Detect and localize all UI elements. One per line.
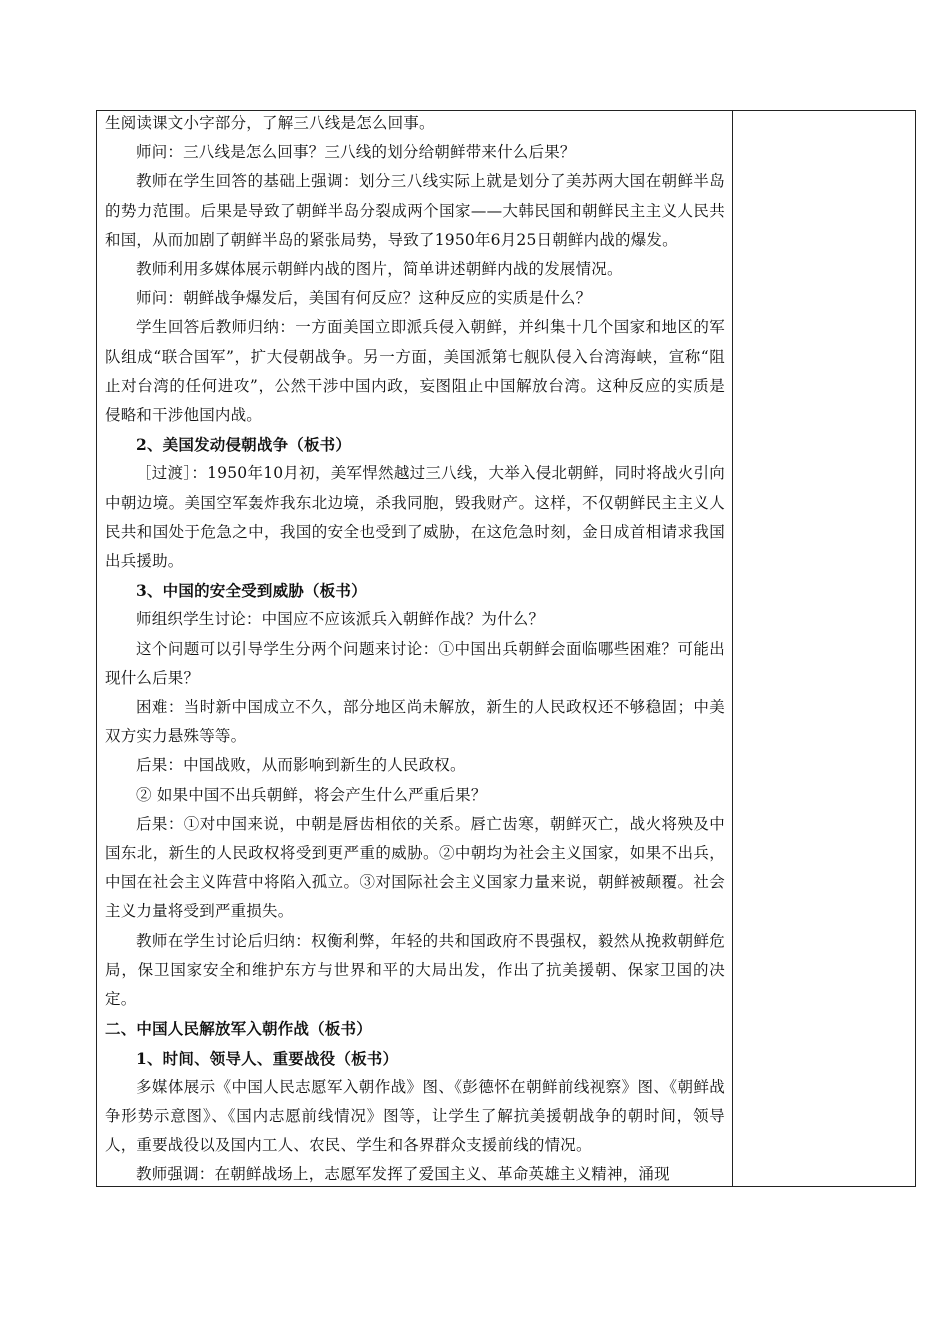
- chapter-heading-2: 二、中国人民解放军入朝作战（板书）: [105, 1019, 372, 1039]
- paragraph-12: ② 如果中国不出兵朝鲜，将会产生什么严重后果？: [136, 785, 487, 804]
- paragraph-16: 教师强调：在朝鲜战场上，志愿军发挥了爱国主义、革命英雄主义精神，涌现: [136, 1165, 670, 1184]
- notes-cell: [733, 111, 915, 1186]
- paragraph-5: 师问：朝鲜战争爆发后，美国有何反应？这种反应的实质是什么？: [136, 289, 592, 308]
- section-heading-3: 3、中国的安全受到威胁（板书）: [136, 581, 367, 601]
- paragraph-8: 师组织学生讨论：中国应不应该派兵入朝鲜作战？为什么？: [136, 610, 545, 629]
- paragraph-6: 学生回答后教师归纳：一方面美国立即派兵侵入朝鲜，并纠集十几个国家和地区的军队组成“联合国军”，扩大侵朝战争。另一方面，美国派第七舰队侵入台湾海峡，宣称“阻止对台湾的任何进攻”，公然干涉中国内政，妄图阻止中国解放台湾。这种反应的实质是侵略和干涉他国内战。: [105, 318, 725, 425]
- paragraph-14: 教师在学生讨论后归纳：权衡利弊，年轻的共和国政府不畏强权，毅然从挽救朝鲜危局，保卫国家安全和维护东方与世界和平的大局出发，作出了抗美援朝、保家卫国的决定。: [105, 931, 725, 1009]
- paragraph-10: 困难：当时新中国成立不久，部分地区尚未解放，新生的人民政权还不够稳固；中美双方实力悬殊等等。: [105, 698, 725, 746]
- paragraph-2: 师问：三八线是怎么回事？三八线的划分给朝鲜带来什么后果？: [136, 143, 576, 162]
- paragraph-7: ［过渡］：1950年10月初，美军悍然越过三八线，大举入侵北朝鲜，同时将战火引向中朝边境。美国空军轰炸我东北边境，杀我同胞，毁我财产。这样，不仅朝鲜民主主义人民共和国处于危急之中，我国的安全也受到了威胁，在这危急时刻，金日成首相请求我国出兵援助。: [105, 464, 726, 571]
- paragraph-15: 多媒体展示《中国人民志愿军入朝作战》图、《彭德怀在朝鲜前线视察》图、《朝鲜战争形势示意图》、《国内志愿前线情况》图等，让学生了解抗美援朝战争的朝时间，领导人，重要战役以及国内工人、农民、学生和各界群众支援前线的情况。: [105, 1077, 725, 1155]
- section-heading-1: 1、时间、领导人、重要战役（板书）: [136, 1048, 399, 1068]
- paragraph-1: 生阅读课文小字部分，了解三八线是怎么回事。: [105, 114, 435, 132]
- lesson-content-cell: [105, 111, 725, 1190]
- paragraph-11: 后果：中国战败，从而影响到新生的人民政权。: [136, 756, 466, 775]
- section-heading-2: 2、美国发动侵朝战争（板书）: [136, 435, 352, 455]
- paragraph-3: 教师在学生回答的基础上强调：划分三八线实际上就是划分了美苏两大国在朝鲜半岛的势力范围。后果是导致了朝鲜半岛分裂成两个国家——大韩民国和朝鲜民主主义人民共和国，从而加剧了朝鲜半岛的紧张局势，导致了1950年6月25日朝鲜内战的爆发。: [105, 172, 725, 249]
- paragraph-4: 教师利用多媒体展示朝鲜内战的图片，简单讲述朝鲜内战的发展情况。: [136, 260, 623, 279]
- paragraph-9: 这个问题可以引导学生分两个问题来讨论：①中国出兵朝鲜会面临哪些困难？可能出现什么后果？: [105, 639, 725, 687]
- lesson-table: [96, 110, 916, 1187]
- paragraph-13: 后果：①对中国来说，中朝是唇齿相依的关系。唇亡齿寒，朝鲜灭亡，战火将殃及中国东北，新生的人民政权将受到更严重的威胁。②中朝均为社会主义国家，如果不出兵，中国在社会主义阵营中将陷入孤立。③对国际社会主义国家力量来说，朝鲜被颠覆。社会主义力量将受到严重损失。: [105, 814, 725, 921]
